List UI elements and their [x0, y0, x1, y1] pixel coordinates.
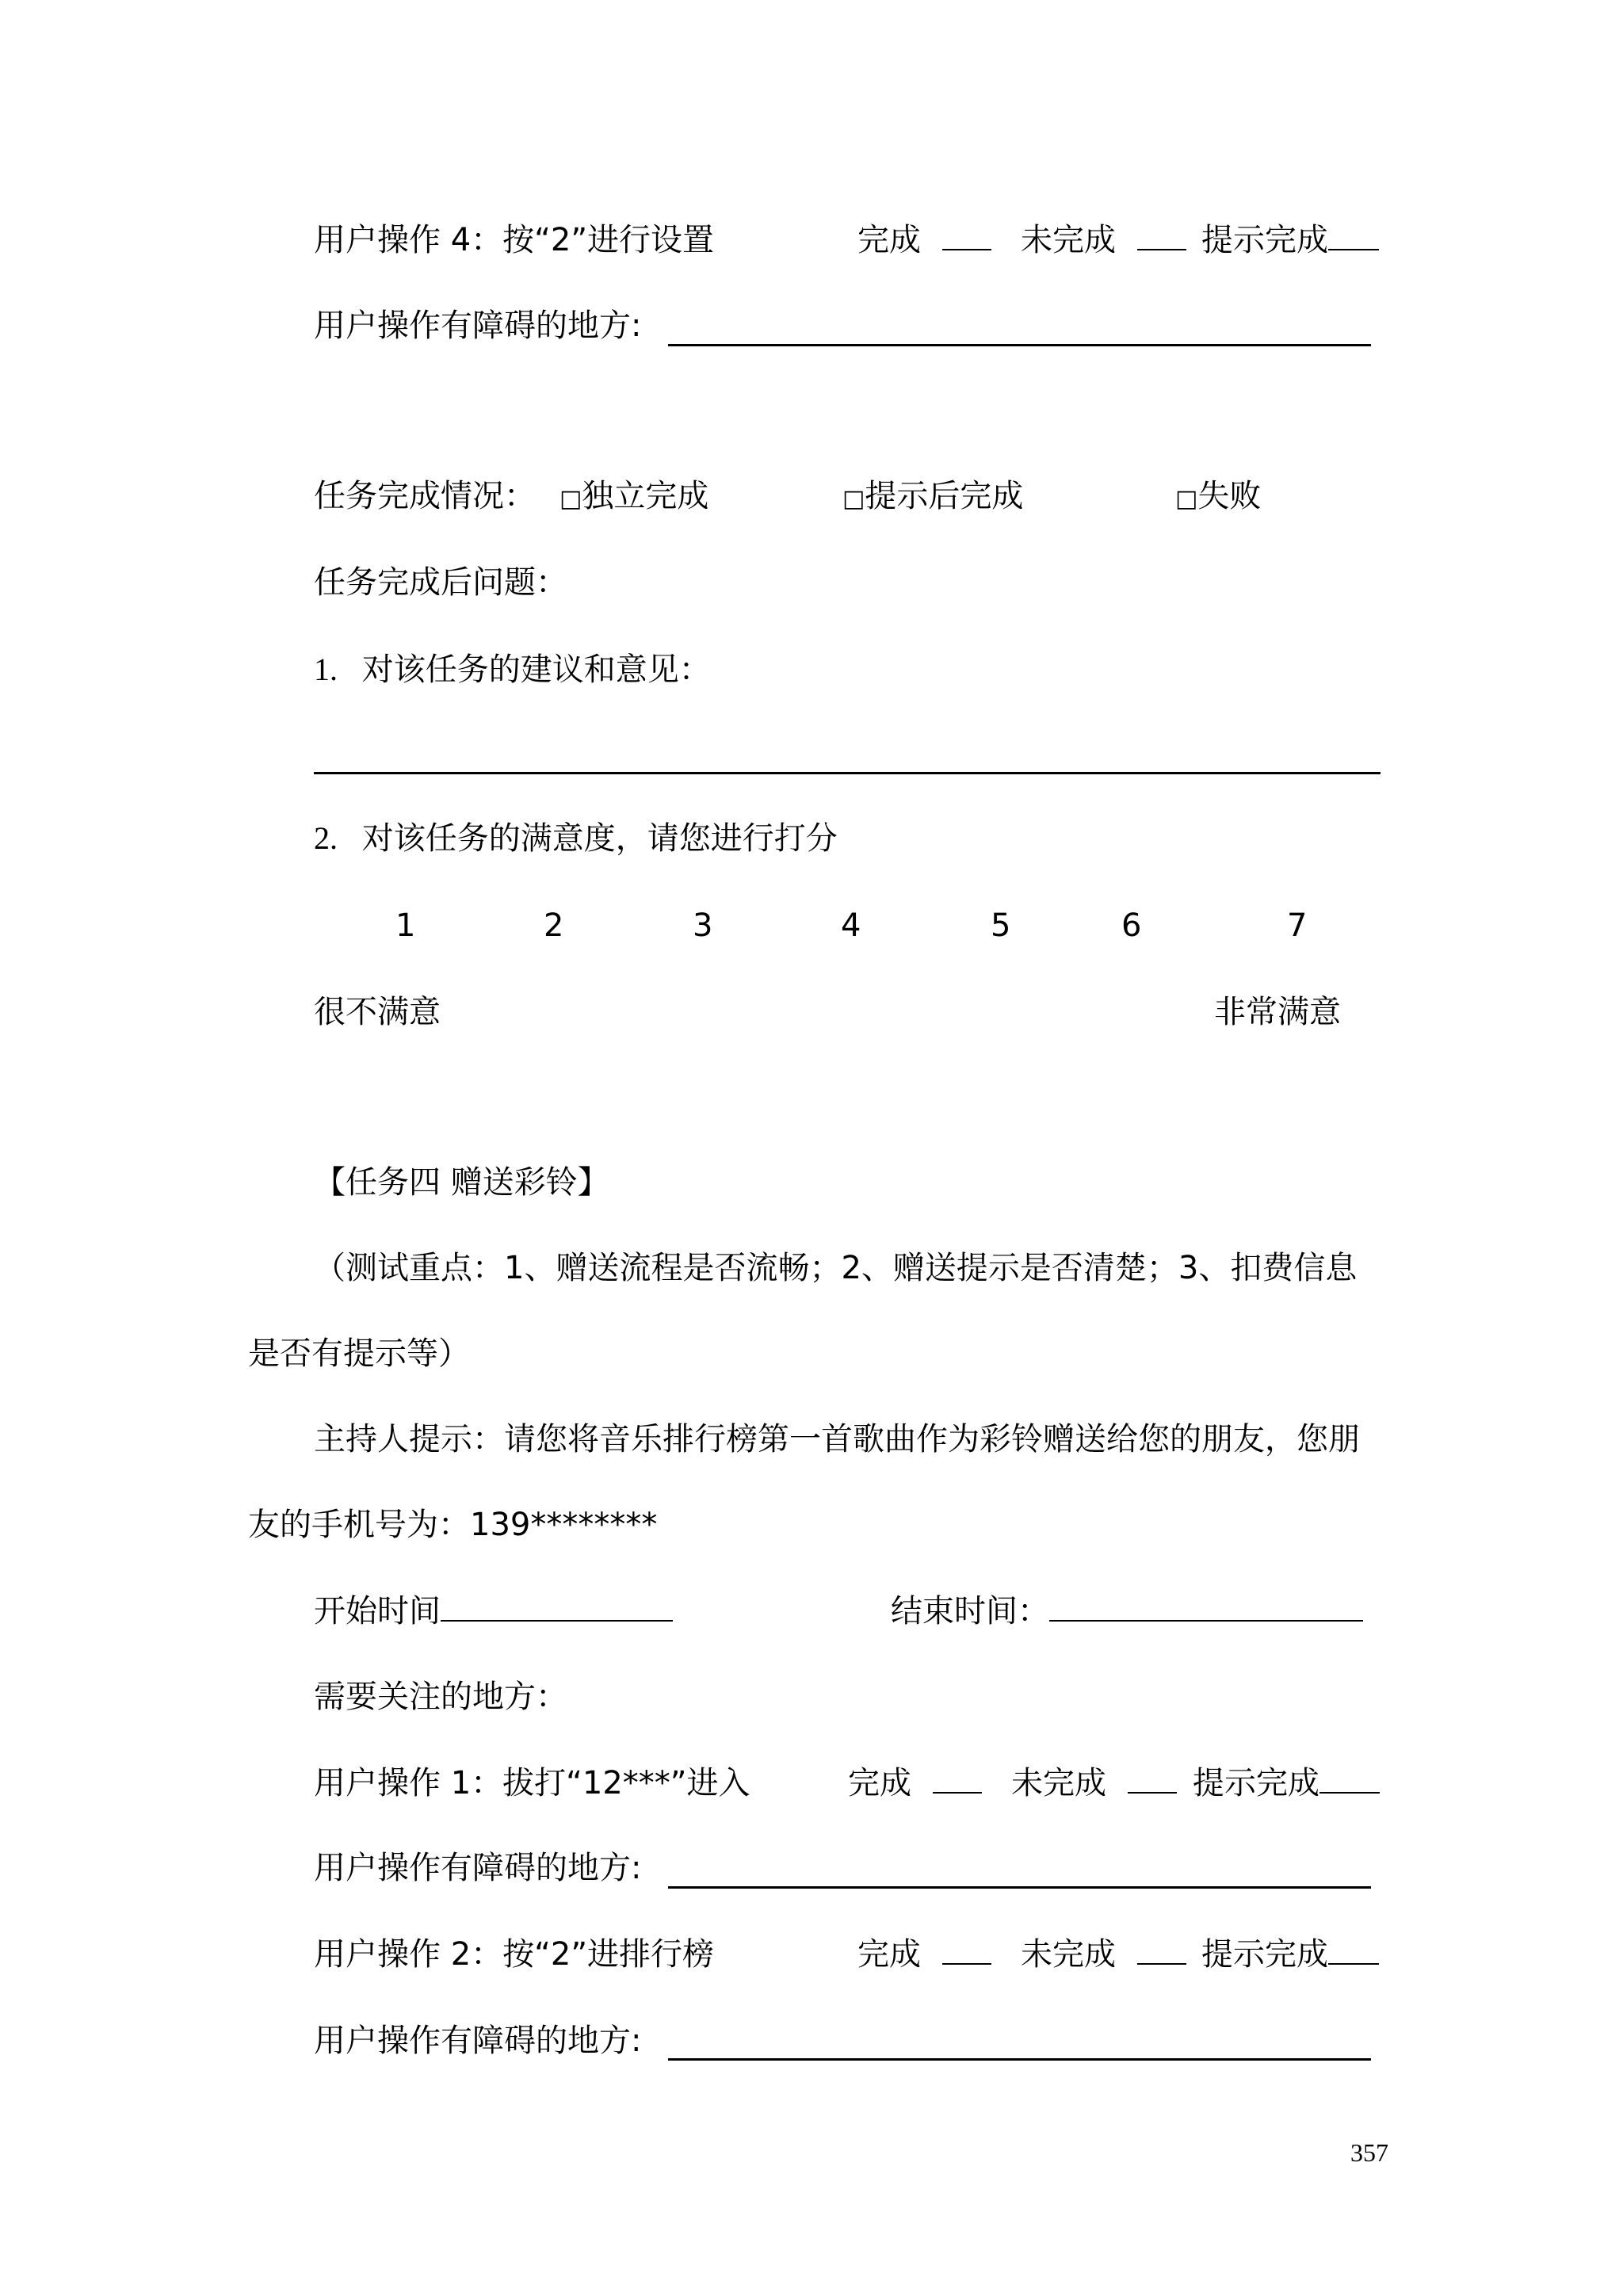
op2-hint-label: 提示完成 [1201, 1936, 1328, 1973]
question-1-text: 对该任务的建议和意见： [361, 651, 711, 688]
op2-undone-blank[interactable] [1137, 1939, 1186, 1965]
op1-done-blank[interactable] [933, 1768, 982, 1794]
start-time [314, 1595, 673, 1627]
task4-focus-line2: 是否有提示等） [248, 1335, 470, 1372]
op4-hint-blank[interactable] [1328, 225, 1379, 250]
checkbox-icon[interactable]: □ [559, 485, 582, 513]
op2-hint [1201, 1936, 1379, 1973]
op4-obstacle-label: 用户操作有障碍的地方: [314, 308, 642, 344]
op2-label: 用户操作 2：按“2”进排行榜 [314, 1936, 715, 1973]
question-2-number: 2. [314, 820, 338, 856]
scale-value[interactable]: 3 [693, 907, 713, 944]
status-option-independent[interactable] [559, 480, 708, 512]
status-option-fail[interactable] [1175, 480, 1261, 512]
task4-host-line1: 主持人提示：请您将音乐排行榜第一首歌曲作为彩铃赠送给您的朋友，您朋 [314, 1421, 1360, 1457]
op4-obstacle-line[interactable] [668, 344, 1371, 346]
task-status-label: 任务完成情况： [314, 478, 536, 514]
task4-focus-line1: （测试重点：1、赠送流程是否流畅；2、赠送提示是否清楚；3、扣费信息 [314, 1250, 1358, 1286]
scale-value[interactable]: 1 [395, 907, 416, 944]
end-time [891, 1595, 1363, 1627]
op4-undone [1021, 224, 1186, 256]
op1-label: 用户操作 1：拔打“12***”进入 [314, 1765, 750, 1801]
page-number: 357 [1350, 2138, 1388, 2167]
scale-value[interactable]: 4 [841, 907, 861, 944]
op1-undone-blank[interactable] [1128, 1768, 1177, 1794]
end-time-field[interactable] [1049, 1596, 1363, 1622]
scale-value[interactable]: 7 [1287, 907, 1308, 944]
attention-label: 需要关注的地方： [314, 1679, 567, 1715]
op2-hint-blank[interactable] [1328, 1939, 1379, 1965]
op1-hint [1193, 1767, 1380, 1799]
checkbox-icon[interactable]: □ [1175, 485, 1198, 513]
status-option-independent-label: 独立完成 [582, 478, 709, 514]
op2-done-blank[interactable] [942, 1939, 991, 1965]
op4-undone-blank[interactable] [1137, 225, 1186, 250]
task4-title: 【任务四 赠送彩铃】 [314, 1164, 609, 1201]
op2-obstacle-label: 用户操作有障碍的地方: [314, 2023, 642, 2059]
status-option-with-hint-label: 提示后完成 [865, 478, 1024, 514]
start-time-label: 开始时间 [314, 1593, 441, 1629]
scale-high-label: 非常满意 [1214, 994, 1341, 1030]
scale-low-label: 很不满意 [314, 994, 441, 1030]
question-2 [314, 820, 838, 857]
op1-done [848, 1767, 982, 1799]
op2-undone [1021, 1936, 1186, 1973]
op4-done [857, 224, 991, 256]
op1-undone [1011, 1767, 1177, 1799]
question-1-answer-line[interactable] [314, 772, 1381, 774]
op2-done [857, 1936, 991, 1973]
status-option-with-hint[interactable] [842, 480, 1023, 512]
op1-hint-blank[interactable] [1319, 1768, 1380, 1794]
after-task-question-label: 任务完成后问题： [314, 564, 567, 601]
op1-undone-label: 未完成 [1011, 1765, 1106, 1801]
op4-done-label: 完成 [857, 222, 921, 258]
end-time-label: 结束时间： [891, 1593, 1049, 1629]
scale-value[interactable]: 6 [1121, 907, 1142, 944]
op2-done-label: 完成 [857, 1936, 921, 1973]
task4-host-line2: 友的手机号为：139******** [248, 1507, 658, 1543]
op1-obstacle-line[interactable] [668, 1886, 1371, 1889]
question-1-number: 1. [314, 651, 338, 687]
op2-undone-label: 未完成 [1021, 1936, 1116, 1973]
op4-hint [1201, 224, 1379, 256]
op4-hint-label: 提示完成 [1201, 222, 1328, 258]
start-time-field[interactable] [441, 1596, 673, 1622]
op4-done-blank[interactable] [942, 225, 991, 250]
op1-obstacle-label: 用户操作有障碍的地方: [314, 1850, 642, 1886]
checkbox-icon[interactable]: □ [842, 485, 865, 513]
op4-label: 用户操作 4：按“2”进行设置 [314, 222, 715, 258]
op1-hint-label: 提示完成 [1193, 1765, 1319, 1801]
status-option-fail-label: 失败 [1197, 478, 1262, 514]
op4-undone-label: 未完成 [1021, 222, 1116, 258]
op1-done-label: 完成 [848, 1765, 911, 1801]
question-1 [314, 651, 711, 688]
scale-value[interactable]: 5 [991, 907, 1011, 944]
question-2-text: 对该任务的满意度，请您进行打分 [361, 820, 838, 857]
op2-obstacle-line[interactable] [668, 2058, 1371, 2061]
scale-value[interactable]: 2 [544, 907, 564, 944]
